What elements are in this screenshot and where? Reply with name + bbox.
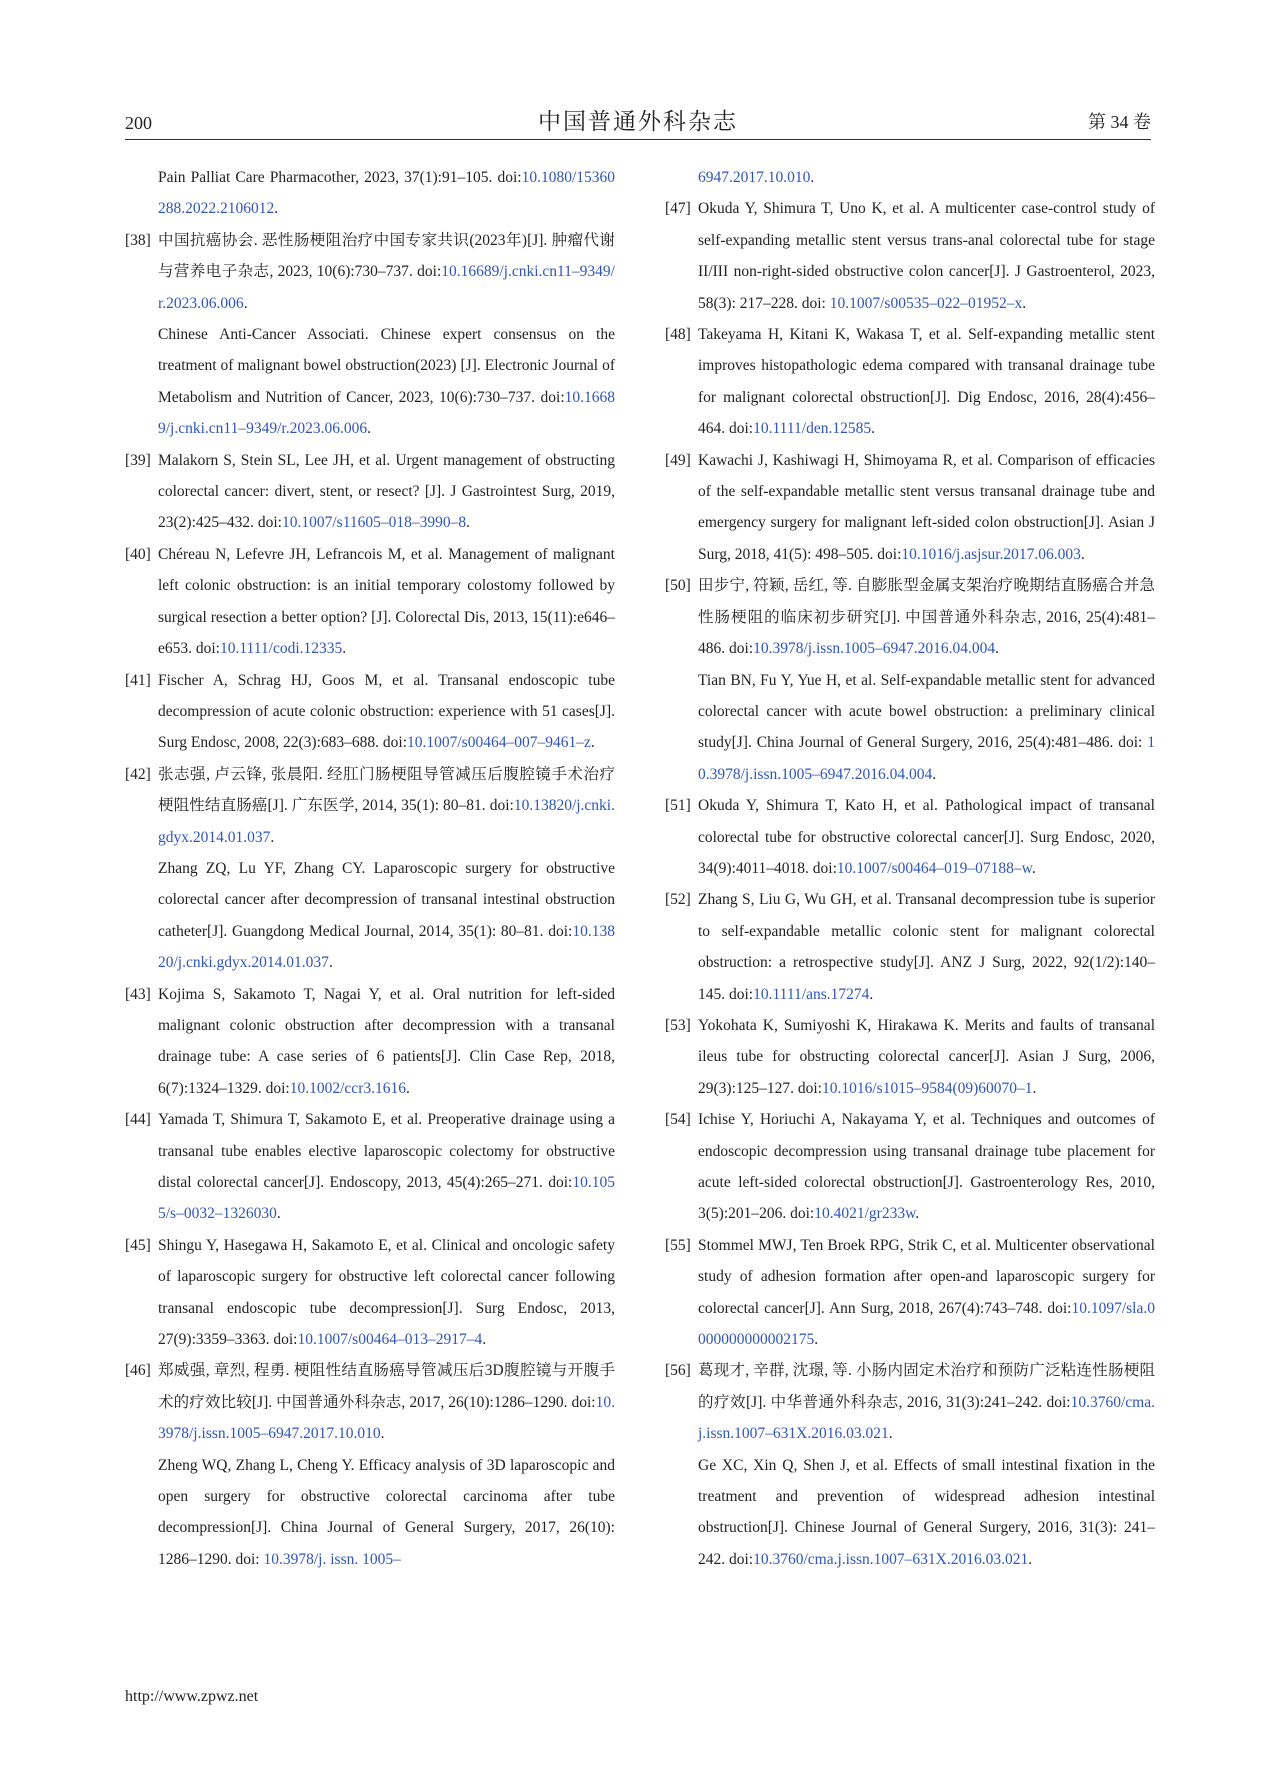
reference-body [698,1230,1155,1356]
page-header [125,100,1151,140]
reference-paragraph [158,225,615,319]
doi-link[interactable]: 10.13820/j.cnki.gdyx.2014.01.037 [158,922,615,972]
reference-paragraph [698,162,1155,193]
reference-item [665,884,1155,1010]
reference-punctuation: . [1080,545,1085,563]
reference-body [698,1355,1155,1575]
doi-link[interactable]: 10.1007/s11605–018–3990–8 [282,514,467,532]
reference-body [698,319,1155,445]
reference-item [665,193,1155,319]
reference-paragraph [158,853,615,979]
reference-punctuation: . [243,294,248,312]
reference-body [698,1010,1155,1104]
reference-continuation [665,162,1155,193]
doi-link[interactable]: 6947.2017.10.010 [698,169,811,186]
reference-item [665,570,1155,790]
reference-number: [49] [665,451,691,469]
footer-url[interactable]: http://www.zpwz.net [125,1688,259,1705]
reference-text: Kawachi J, Kashiwagi H, Shimoyama R, et al. Comparison of efficacies of the self-expandable metallic stent versus transanal drainage tube and emergency surgery for malignant left-sided colon obstruction[J]. Asian J Surg, 2018, 41(5): 498–505. doi: [698,451,1155,563]
reference-item [665,319,1155,445]
reference-punctuation: . [1032,1079,1037,1097]
reference-body [158,225,615,445]
reference-paragraph [158,1230,615,1356]
reference-text: Stommel MWJ, Ten Broek RPG, Strik C, et al. Multicenter observational study of adhesion formation after open-and laparoscopic surgery for colorectal cancer[J]. Ann Surg, 2018, 267(4):743–748. doi: [698,1236,1155,1317]
reference-text: Takeyama H, Kitani K, Wakasa T, et al. Self-expanding metallic stent improves histopathologic edema compared with transanal drainage tube for malignant colorectal obstruction[J]. Dig Endosc, 2016, 28(4):456–464. doi: [698,326,1155,438]
reference-paragraph [158,319,615,445]
doi-link[interactable]: 10.1111/codi.12335 [220,640,343,658]
reference-punctuation: . [405,1079,410,1097]
reference-text: Okuda Y, Shimura T, Uno K, et al. A multicenter case-control study of self-expanding metallic stent versus trans-anal colorectal tube for stage II/III non-right-sided obstructive colon cancer[J]. J Gastroenterol, 2023, 58(3): 217–228. doi: [698,200,1155,312]
reference-punctuation: . [995,640,999,658]
reference-body [698,570,1155,790]
reference-text: Yamada T, Shimura T, Sakamoto E, et al. Preoperative drainage using a transanal tube enables elective laparoscopic colectomy for obstructive distal colorectal cancer[J]. Endoscopy, 2013, 45(4):265–271. doi: [158,1111,615,1191]
reference-punctuation: . [871,420,875,438]
reference-item [125,759,615,979]
reference-number: [41] [125,671,151,689]
doi-link[interactable]: 10.1002/ccr3.1616 [289,1079,406,1097]
doi-link[interactable]: 10.1016/s1015–9584(09)60070–1 [822,1079,1033,1097]
reference-number: [51] [665,797,691,815]
reference-body [158,759,615,979]
reference-paragraph [158,539,615,665]
reference-punctuation: . [482,1331,487,1349]
doi-link[interactable]: 10.3978/j. issn. 1005– [263,1550,401,1568]
doi-link[interactable]: 10.1111/den.12585 [753,420,872,438]
reference-paragraph [698,1104,1155,1230]
reference-text: Shingu Y, Hasegawa H, Sakamoto E, et al. Clinical and oncologic safety of laparoscopic surgery for obstructive left colorectal cancer following transanal endoscopic tube decompression[J]. Surg Endosc, 2013, 27(9):3359–3363. doi: [158,1236,615,1349]
reference-item [665,1104,1155,1230]
reference-punctuation: . [915,1205,920,1223]
reference-paragraph [158,1104,615,1230]
references-right-column [665,162,1155,1575]
volume-label: 第 34 卷 [1088,112,1151,132]
references-left-column [125,162,615,1575]
reference-body [698,193,1155,319]
reference-item [125,1230,615,1356]
reference-paragraph [698,570,1155,664]
reference-paragraph [698,445,1155,571]
reference-text: Zhang S, Liu G, Wu GH, et al. Transanal decompression tube is superior to self-expandable metallic colonic stent for malignant colorectal obstruction: a retrospective study[J]. ANZ J Surg, 2022, 92(1/2):140–145. doi: [698,891,1155,1003]
reference-item [125,1104,615,1230]
reference-text: Okuda Y, Shimura T, Kato H, et al. Pathological impact of transanal colorectal tube for obstructive colorectal cancer[J]. Surg Endosc, 2020, 34(9):4011–4018. doi: [698,797,1155,877]
reference-number: [43] [125,985,151,1003]
reference-text: 葛现才, 辛群, 沈璟, 等. 小肠内固定术治疗和预防广泛粘连性肠梗阻的疗效[J]. 中华普通外科杂志, 2016, 31(3):241–242. doi: [698,1362,1155,1411]
reference-paragraph [698,1010,1155,1104]
reference-body [158,979,615,1105]
reference-text: Zheng WQ, Zhang L, Cheng Y. Efficacy analysis of 3D laparoscopic and open surgery for obstructive colorectal carcinoma after tube decompression[J]. China Journal of General Surgery, 2017, 26(10): 1286–1290. doi: [158,1456,615,1568]
reference-paragraph [698,665,1155,791]
reference-item [665,790,1155,884]
reference-punctuation: . [1028,1550,1033,1568]
reference-number: [56] [665,1362,691,1380]
reference-item [665,1010,1155,1104]
reference-punctuation: . [810,169,815,186]
reference-punctuation: . [932,765,937,783]
reference-paragraph [698,319,1155,445]
doi-link[interactable]: 10.16689/j.cnki.cn11–9349/r.2023.06.006 [158,388,615,438]
doi-link[interactable]: 10.1007/s00464–019–07188–w [836,859,1032,877]
reference-paragraph [158,1355,615,1449]
reference-number: [44] [125,1111,151,1129]
reference-body [158,1355,615,1575]
doi-link[interactable]: 10.3978/j.issn.1005–6947.2016.04.004 [753,640,996,658]
reference-punctuation: . [466,514,471,532]
reference-punctuation: . [274,200,279,218]
reference-number: [46] [125,1362,151,1380]
header-rule [125,139,1151,140]
reference-number: [50] [665,577,691,595]
reference-paragraph [158,445,615,539]
reference-text: Chinese Anti-Cancer Associati. Chinese expert consensus on the treatment of malignant bowel obstruction(2023) [J]. Electronic Journal of Metabolism and Nutrition of Cancer, 2023, 10(6):730–737. doi: [158,326,615,406]
reference-body [158,1230,615,1356]
reference-text: Fischer A, Schrag HJ, Goos M, et al. Transanal endoscopic tube decompression of acute colonic obstruction: experience with 51 cases[J]. Surg Endosc, 2008, 22(3):683–688. doi: [158,671,615,752]
reference-body [158,539,615,665]
doi-link[interactable]: 10.1080/15360288.2022.2106012 [158,169,615,218]
reference-number: [54] [665,1111,691,1129]
doi-link[interactable]: 10.3978/j.issn.1005–6947.2016.04.004 [698,734,1155,783]
page-number: 200 [125,113,152,133]
reference-continuation [125,162,615,225]
reference-body [698,1104,1155,1230]
reference-punctuation: . [276,1205,281,1223]
reference-punctuation: . [328,954,333,972]
reference-paragraph [698,193,1155,319]
reference-punctuation: . [342,640,347,658]
reference-punctuation: . [869,985,874,1003]
reference-punctuation: . [814,1331,819,1349]
doi-link[interactable]: 10.1007/s00464–013–2917–4 [297,1331,483,1349]
reference-punctuation: . [888,1425,893,1443]
reference-text: Ge XC, Xin Q, Shen J, et al. Effects of small intestinal fixation in the treatment and prevention of widespread adhesion intestinal obstruction[J]. Chinese Journal of General Surgery, 2016, 31(3): 241–242. doi: [698,1456,1155,1568]
reference-text: 田步宁, 符颖, 岳红, 等. 自膨胀型金属支架治疗晚期结直肠癌合并急性肠梗阻的临床初步研究[J]. 中国普通外科杂志, 2016, 25(4):481–486. doi: [698,577,1155,658]
reference-text: Yokohata K, Sumiyoshi K, Hirakawa K. Merits and faults of transanal ileus tube for obstructing colorectal cancer[J]. Asian J Surg, 2006, 29(3):125–127. doi: [698,1016,1155,1097]
reference-paragraph [698,790,1155,884]
reference-punctuation: . [1022,294,1027,312]
reference-text: Ichise Y, Horiuchi A, Nakayama Y, et al. Techniques and outcomes of endoscopic decompression using transanal drainage tube placement for acute left-sided colorectal obstruction[J]. Gastroenterology Res, 2010, 3(5):201–206. doi: [698,1111,1155,1223]
reference-text: Tian BN, Fu Y, Yue H, et al. Self-expandable metallic stent for advanced colorectal cancer with acute bowel obstruction: a preliminary clinical study[J]. China Journal of General Surgery, 2016, 25(4):481–486. doi: [698,671,1155,752]
reference-number: [39] [125,451,151,469]
reference-number: [47] [665,200,691,218]
reference-number: [40] [125,545,151,563]
doi-link[interactable]: 10.4021/gr233w [814,1205,916,1223]
reference-text: Chéreau N, Lefevre JH, Lefrancois M, et al. Management of malignant left colonic obstruction: is an initial temporary colostomy followed by surgical resection a better option? [J]. Colorectal Dis, 2013, 15(11):e646–e653. doi: [158,545,615,658]
reference-item [125,1355,615,1575]
reference-paragraph [158,979,615,1105]
doi-link[interactable]: 10.1007/s00535–022–01952–x [829,294,1023,312]
reference-number: [38] [125,231,151,249]
reference-item [125,225,615,445]
journal-title: 中国普通外科杂志 [538,109,738,134]
reference-paragraph [158,759,615,853]
reference-item [665,1230,1155,1356]
reference-punctuation: . [380,1425,385,1443]
doi-link[interactable]: 10.3978/j.issn.1005–6947.2017.10.010 [158,1393,615,1443]
doi-link[interactable]: 10.1097/sla.0000000000002175 [698,1299,1155,1349]
reference-paragraph [158,665,615,759]
reference-paragraph [698,1230,1155,1356]
doi-link[interactable]: 10.3760/cma.j.issn.1007–631X.2016.03.021 [698,1393,1155,1443]
reference-number: [55] [665,1236,691,1254]
reference-item [125,539,615,665]
reference-text: 张志强, 卢云锋, 张晨阳. 经肛门肠梗阻导管减压后腹腔镜手术治疗梗阻性结直肠癌[J]. 广东医学, 2014, 35(1): 80–81. doi: [158,765,615,815]
reference-paragraph [698,884,1155,1010]
reference-text: Malakorn S, Stein SL, Lee JH, et al. Urgent management of obstructing colorectal cancer: divert, stent, or resect? [J]. J Gastrointest Surg, 2019, 23(2):425–432. doi: [158,451,615,532]
reference-body [698,445,1155,571]
reference-body [698,790,1155,884]
reference-text: Zhang ZQ, Lu YF, Zhang CY. Laparoscopic surgery for obstructive colorectal cancer after decompression of transanal intestinal obstruction catheter[J]. Guangdong Medical Journal, 2014, 35(1): 80–81. doi: [158,859,615,940]
reference-paragraph [698,1355,1155,1449]
reference-body [158,1104,615,1230]
doi-link[interactable]: 10.16689/j.cnki.cn11–9349/r.2023.06.006 [158,263,615,312]
reference-body [698,884,1155,1010]
doi-link[interactable]: 10.1016/j.asjsur.2017.06.003 [901,545,1081,563]
reference-text: Pain Palliat Care Pharmacother, 2023, 37(1):91–105. doi: [158,169,522,186]
doi-link[interactable]: 10.1111/ans.17274 [753,985,870,1003]
doi-link[interactable]: 10.3760/cma.j.issn.1007–631X.2016.03.021 [753,1550,1029,1568]
reference-punctuation: . [1031,859,1036,877]
reference-number: [53] [665,1016,691,1034]
reference-number: [45] [125,1236,151,1254]
reference-punctuation: . [367,420,371,438]
reference-body [158,665,615,759]
reference-paragraph [698,1450,1155,1576]
reference-text: 郑威强, 章烈, 程勇. 梗阻性结直肠癌导管减压后3D腹腔镜与开腹手术的疗效比较[J]. 中国普通外科杂志, 2017, 26(10):1286–1290. doi: [158,1362,615,1411]
doi-link[interactable]: 10.13820/j.cnki.gdyx.2014.01.037 [158,797,615,846]
doi-link[interactable]: 10.1055/s–0032–1326030 [158,1174,615,1223]
reference-text: 中国抗癌协会. 恶性肠梗阻治疗中国专家共识(2023年)[J]. 肿瘤代谢与营养电子杂志, 2023, 10(6):730–737. doi: [158,231,615,281]
reference-paragraph [158,162,615,225]
reference-number: [48] [665,326,691,344]
doi-link[interactable]: 10.1007/s00464–007–9461–z [407,734,591,752]
reference-body [158,445,615,539]
reference-item [125,665,615,759]
reference-punctuation: . [590,734,595,752]
reference-punctuation: . [270,828,275,846]
reference-number: [52] [665,891,691,909]
reference-number: [42] [125,765,151,783]
reference-item [665,445,1155,571]
reference-item [125,445,615,539]
reference-paragraph [158,1450,615,1576]
reference-item [125,979,615,1105]
reference-text: Kojima S, Sakamoto T, Nagai Y, et al. Oral nutrition for left-sided malignant colonic obstruction after decompression with a transanal drainage tube: A case series of 6 patients[J]. Clin Case Rep, 2018, 6(7):1324–1329. doi: [158,985,615,1097]
reference-item [665,1355,1155,1575]
